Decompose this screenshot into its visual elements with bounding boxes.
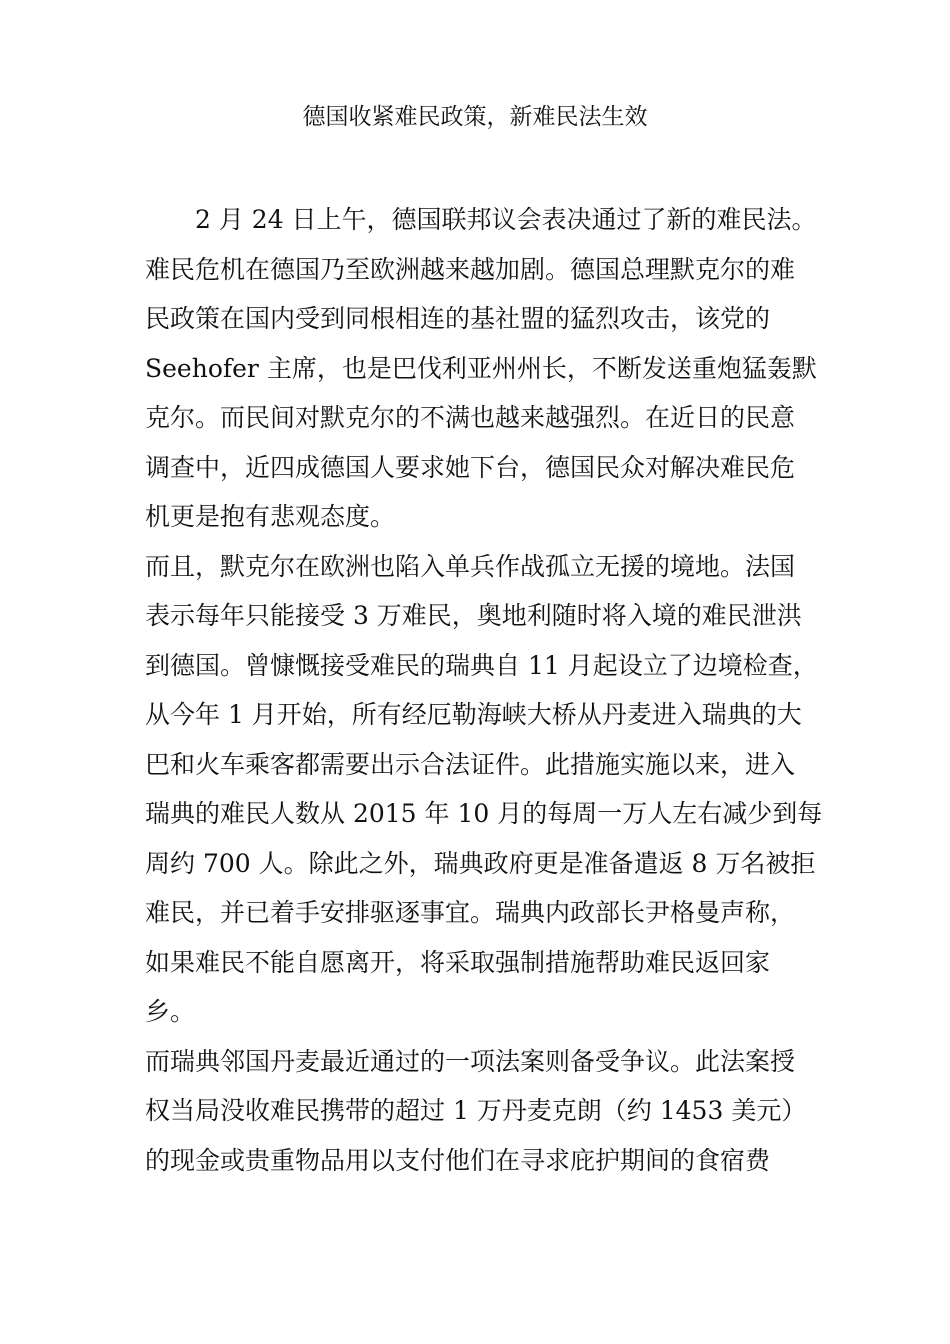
text-line: 难民，并已着手安排驱逐事宜。瑞典内政部长尹格曼声称， xyxy=(145,898,796,927)
text-line: 克尔。而民间对默克尔的不满也越来越强烈。在近日的民意 xyxy=(145,403,796,432)
text-line: 周约 700 人。除此之外，瑞典政府更是准备遣返 8 万名被拒 xyxy=(145,849,816,878)
text-line: 瑞典的难民人数从 2015 年 10 月的每周一万人左右减少到每 xyxy=(145,799,823,828)
text-line: 难民危机在德国乃至欧洲越来越加剧。德国总理默克尔的难 xyxy=(145,255,796,284)
text-line: 表示每年只能接受 3 万难民，奥地利随时将入境的难民泄洪 xyxy=(145,601,802,630)
text-line: 调查中，近四成德国人要求她下台，德国民众对解决难民危 xyxy=(145,453,796,482)
text-line: 而瑞典邻国丹麦最近通过的一项法案则备受争议。此法案授 xyxy=(145,1047,796,1076)
document-title: 德国收紧难民政策，新难民法生效 xyxy=(302,104,648,130)
text-line: 到德国。曾慷慨接受难民的瑞典自 11 月起设立了边境检查， xyxy=(145,651,818,680)
text-line: 的现金或贵重物品用以支付他们在寻求庇护期间的食宿费 xyxy=(145,1146,771,1175)
text-line: 民政策在国内受到同根相连的基社盟的猛烈攻击，该党的 xyxy=(145,304,771,333)
text-line: 2 月 24 日上午，德国联邦议会表决通过了新的难民法。 xyxy=(145,205,817,234)
text-line: Seehofer 主席，也是巴伐利亚州州长，不断发送重炮猛轰默 xyxy=(145,354,817,383)
text-line: 乡。 xyxy=(145,997,196,1026)
text-line: 机更是抱有悲观态度。 xyxy=(145,502,396,531)
text-line: 巴和火车乘客都需要出示合法证件。此措施实施以来，进入 xyxy=(145,750,796,779)
text-line: 而且，默克尔在欧洲也陷入单兵作战孤立无援的境地。法国 xyxy=(145,552,796,581)
text-line: 如果难民不能自愿离开，将采取强制措施帮助难民返回家 xyxy=(145,948,771,977)
text-line: 从今年 1 月开始，所有经厄勒海峡大桥从丹麦进入瑞典的大 xyxy=(145,700,802,729)
text-line: 权当局没收难民携带的超过 1 万丹麦克朗（约 1453 美元） xyxy=(145,1096,807,1125)
